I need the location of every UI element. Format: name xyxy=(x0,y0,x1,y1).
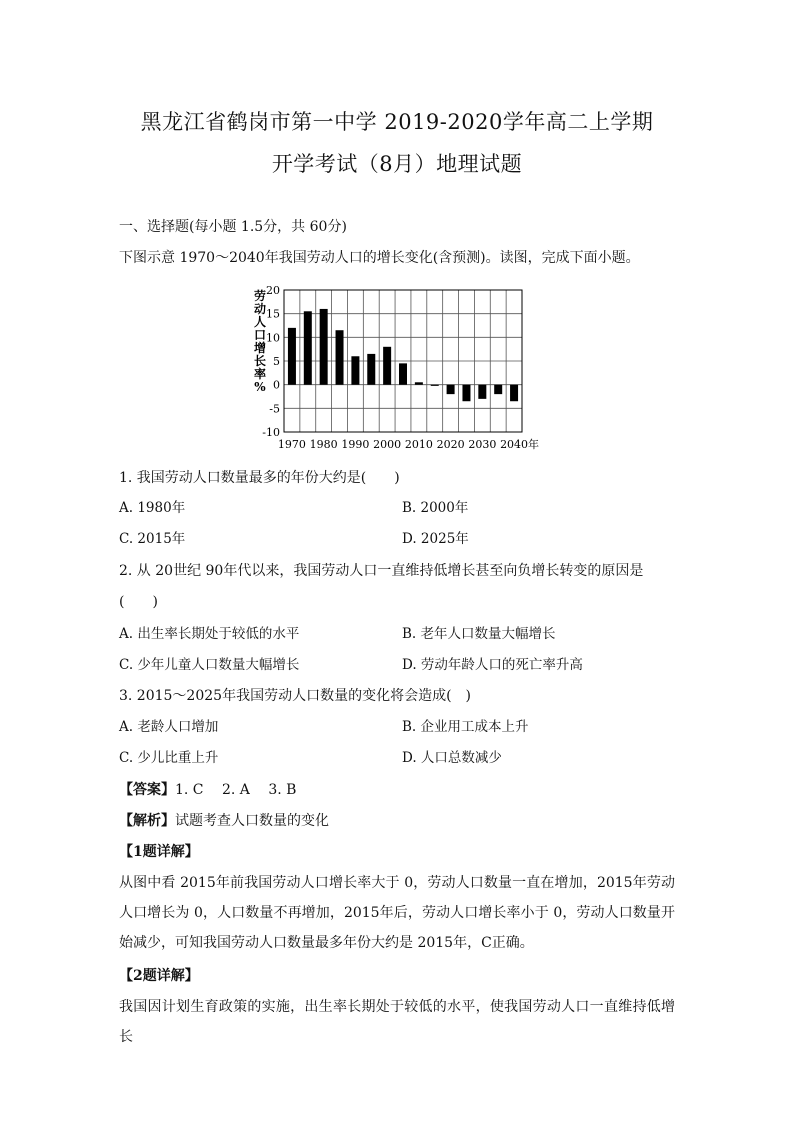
y-tick-label: -10 xyxy=(262,426,280,439)
y-label-char: 动 xyxy=(253,302,267,316)
question-2-option-a: A. 出生率长期处于较低的水平 xyxy=(119,626,300,642)
question-1-option-d: D. 2025年 xyxy=(402,531,469,547)
answer-text: 1. C 2. A 3. B xyxy=(175,782,297,798)
y-label-char: 人 xyxy=(253,315,267,329)
bar-2000 xyxy=(383,347,391,385)
analysis-text: 试题考查人口数量的变化 xyxy=(175,813,329,829)
x-tick-label: 2030 xyxy=(468,438,497,451)
question-3-option-a: A. 老龄人口增加 xyxy=(119,719,219,735)
chart-y-axis-label xyxy=(254,288,266,394)
bar-2035 xyxy=(494,385,502,394)
bar-2020 xyxy=(447,385,455,394)
question-3-stem: 3. 2015～2025年我国劳动人口数量的变化将会造成( ) xyxy=(119,688,471,704)
y-label-char: 率 xyxy=(253,367,267,381)
x-tick-label: 2010 xyxy=(404,438,433,451)
bar-1980 xyxy=(320,309,328,385)
bar-1975 xyxy=(304,311,312,384)
question-1-option-b: B. 2000年 xyxy=(402,500,469,516)
detail-2-text: 我国因计划生育政策的实施，出生率长期处于较低的水平，使我国劳动人口一直维持低增长 xyxy=(119,999,675,1045)
question-2-option-c: C. 少年儿童人口数量大幅增长 xyxy=(119,657,300,673)
chart-x-unit: 年 xyxy=(528,438,539,451)
detail-1-text: 从图中看 2015年前我国劳动人口增长率大于 0，劳动人口数量一直在增加，2015年劳动人口增长为 0，人口数量不再增加，2015年后，劳动人口增长率小于 0，劳动人口数量开始减少，可知我国劳动人口数量最多年份大约是 2015年，C正确。 xyxy=(119,875,675,951)
y-label-char: 口 xyxy=(253,328,267,342)
x-tick-label: 1990 xyxy=(341,438,370,451)
question-2-stem: 2. 从 20世纪 90年代以来，我国劳动人口一直维持低增长甚至向负增长转变的原因是 xyxy=(119,563,644,579)
bar-2040 xyxy=(510,385,518,402)
question-1-option-a: A. 1980年 xyxy=(119,500,186,516)
exam-title-line1: 黑龙江省鹤岗市第一中学 2019-2020学年高二上学期 xyxy=(140,110,654,134)
bar-2030 xyxy=(478,385,486,399)
analysis-label: 【解析】 xyxy=(119,813,175,829)
answer-label: 【答案】 xyxy=(119,782,175,798)
y-label-char: 劳 xyxy=(253,289,267,303)
chart-bars xyxy=(288,309,518,401)
y-label-char: 增 xyxy=(253,341,267,355)
bar-2025 xyxy=(462,385,470,402)
x-tick-label: 2000 xyxy=(373,438,402,451)
section-intro: 下图示意 1970～2040年我国劳动人口的增长变化(含预测)。读图，完成下面小题。 xyxy=(119,250,640,266)
y-tick-label: 5 xyxy=(273,355,280,368)
question-2-option-d: D. 劳动年龄人口的死亡率升高 xyxy=(402,657,583,673)
y-tick-label: 0 xyxy=(273,378,280,392)
analysis-row xyxy=(119,811,329,831)
question-3-option-d: D. 人口总数减少 xyxy=(402,750,502,766)
bar-1995 xyxy=(367,354,375,385)
bar-1970 xyxy=(288,328,296,385)
y-tick-label: 10 xyxy=(266,331,280,345)
x-tick-label: 1970 xyxy=(277,438,306,451)
bar-2010 xyxy=(415,382,423,384)
question-1-stem: 1. 我国劳动人口数量最多的年份大约是( ) xyxy=(119,470,400,486)
chart-x-ticks xyxy=(278,438,528,451)
detail-2-label: 【2题详解】 xyxy=(119,968,199,984)
question-3-option-c: C. 少儿比重上升 xyxy=(119,750,219,766)
x-tick-label: 1980 xyxy=(309,438,338,451)
x-tick-label: 2040 xyxy=(500,438,529,451)
y-tick-label: -5 xyxy=(269,402,280,416)
answer-row xyxy=(119,780,296,800)
section-heading: 一、选择题(每小题 1.5分，共 60分) xyxy=(119,219,347,235)
exam-title-line2: 开学考试（8月）地理试题 xyxy=(271,152,523,176)
x-tick-label: 2020 xyxy=(436,438,465,451)
detail-1-label: 【1题详解】 xyxy=(119,844,199,860)
question-2-stem-continuation: ( ) xyxy=(119,594,158,610)
y-label-char: 长 xyxy=(253,354,267,368)
y-label-char: % xyxy=(254,380,266,394)
bar-2015 xyxy=(431,385,439,386)
question-3-option-b: B. 企业用工成本上升 xyxy=(402,719,529,735)
question-2-option-b: B. 老年人口数量大幅增长 xyxy=(402,626,556,642)
labor-growth-chart xyxy=(244,282,544,452)
y-tick-label: 20 xyxy=(266,284,280,297)
question-1-option-c: C. 2015年 xyxy=(119,531,186,547)
bar-2005 xyxy=(399,363,407,384)
y-tick-label: 15 xyxy=(266,307,280,321)
bar-1990 xyxy=(351,356,359,384)
bar-1985 xyxy=(336,330,344,384)
